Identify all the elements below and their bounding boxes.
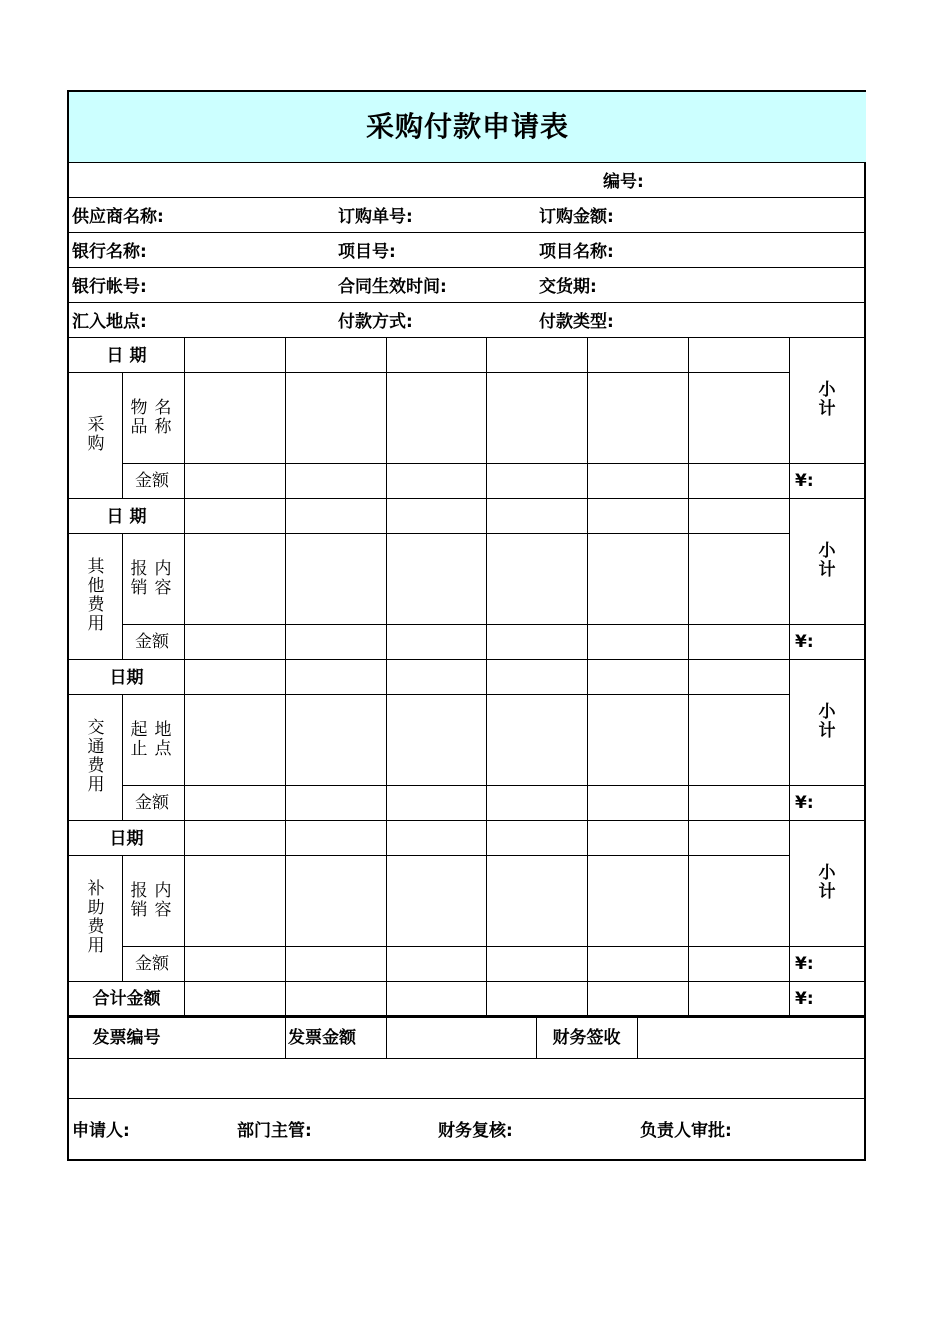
- order-number-label: 订购单号:: [338, 207, 413, 227]
- remit-place-label: 汇入地点:: [72, 312, 147, 332]
- supplier-name-label: 供应商名称:: [72, 207, 164, 227]
- route-col1: 起 止: [130, 720, 148, 759]
- invoice-number-label: 发票编号: [92, 1028, 161, 1048]
- section-transport-category: 交通费用: [87, 718, 105, 795]
- payment-type-label: 付款类型:: [539, 312, 614, 332]
- payment-request-form: [67, 90, 866, 1161]
- section-transport-yen: ¥:: [795, 793, 814, 813]
- bank-account-label: 银行帐号:: [72, 277, 147, 297]
- total-yen: ¥:: [795, 989, 814, 1009]
- section-purchase-subtotal: 小计: [818, 380, 836, 419]
- form-title: 采购付款申请表: [69, 92, 866, 163]
- approver-label: 负责人审批:: [640, 1121, 732, 1141]
- section-purchase-date: 日 期: [106, 346, 147, 366]
- route-col2: 地 点: [154, 720, 172, 759]
- finance-sign-label: 财务签收: [552, 1028, 621, 1048]
- delivery-date-label: 交货期:: [539, 277, 597, 297]
- project-name-label: 项目名称:: [539, 242, 614, 262]
- reimburse-content-col2: 内 容: [154, 559, 172, 598]
- section-purchase-amount-label: 金额: [135, 471, 169, 491]
- grid-col-line: [184, 337, 185, 1017]
- total-amount-label: 合计金额: [92, 989, 161, 1009]
- section-transport-subtotal: 小计: [818, 702, 836, 741]
- bank-name-label: 银行名称:: [72, 242, 147, 262]
- allowance-content-col1: 报 销: [130, 881, 148, 920]
- finance-review-label: 财务复核:: [438, 1121, 513, 1141]
- section-purchase-category: 采购: [87, 415, 105, 454]
- order-amount-label: 订购金额:: [539, 207, 614, 227]
- section-other-yen: ¥:: [795, 632, 814, 652]
- section-allowance-category: 补助费用: [87, 879, 105, 956]
- section-allowance-yen: ¥:: [795, 954, 814, 974]
- section-allowance-subtotal: 小计: [818, 863, 836, 902]
- contract-date-label: 合同生效时间:: [338, 277, 447, 297]
- department-head-label: 部门主管:: [237, 1121, 312, 1141]
- reimburse-content-col1: 报 销: [130, 559, 148, 598]
- section-purchase-yen: ¥:: [795, 471, 814, 491]
- applicant-label: 申请人:: [72, 1121, 130, 1141]
- section-other-amount-label: 金额: [135, 632, 169, 652]
- allowance-content-col2: 内 容: [154, 881, 172, 920]
- item-name-col2: 名 称: [154, 398, 172, 437]
- invoice-amount-label: 发票金额: [288, 1028, 356, 1048]
- number-label: 编号:: [603, 172, 644, 192]
- section-allowance-date: 日期: [109, 829, 144, 849]
- project-number-label: 项目号:: [338, 242, 396, 262]
- payment-method-label: 付款方式:: [338, 312, 413, 332]
- section-transport-amount-label: 金额: [135, 793, 169, 813]
- section-other-date: 日 期: [106, 507, 147, 527]
- section-allowance-amount-label: 金额: [135, 954, 169, 974]
- section-other-subtotal: 小计: [818, 541, 836, 580]
- section-other-category: 其他费用: [87, 557, 105, 634]
- item-name-col1: 物 品: [130, 398, 148, 437]
- section-transport-date: 日期: [109, 668, 144, 688]
